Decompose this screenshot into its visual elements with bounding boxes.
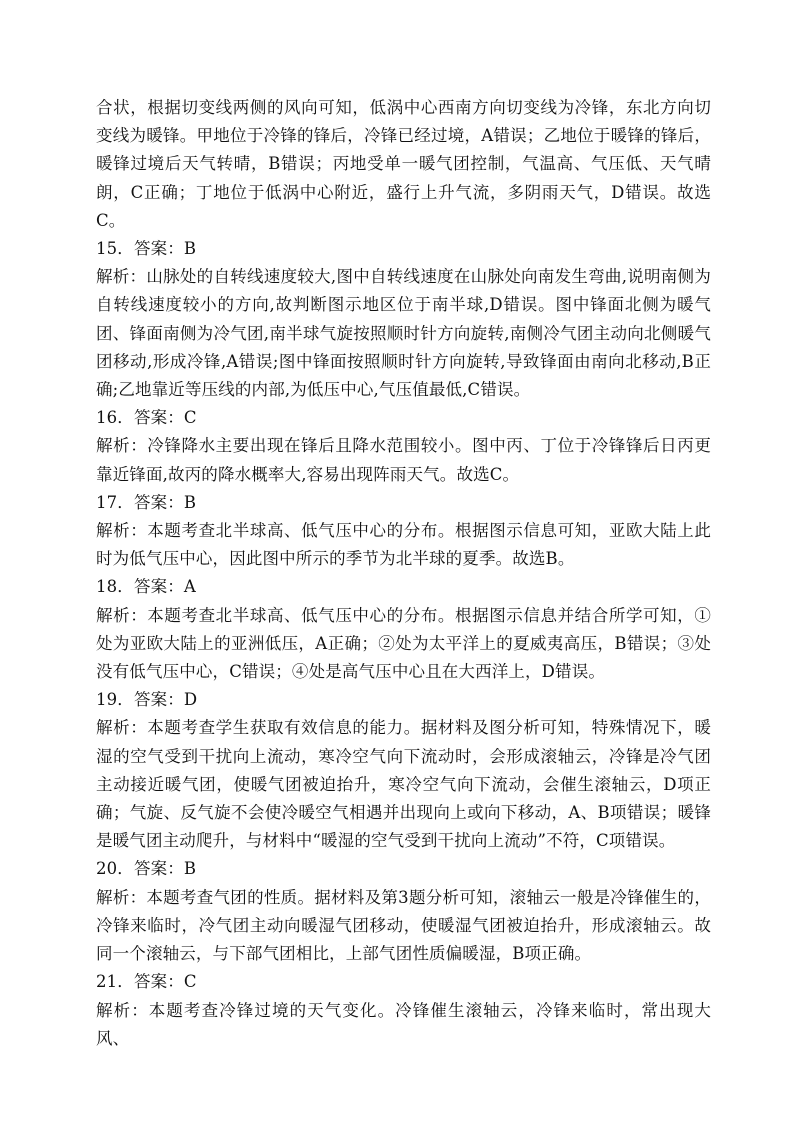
analysis-paragraph: 解析：本题考查冷锋过境的天气变化。冷锋催生滚轴云，冷锋来临时，常出现大风、 bbox=[96, 1000, 711, 1048]
analysis-paragraph: 解析：本题考查北半球高、低气压中心的分布。根据图示信息并结合所学可知，①处为亚欧大陆上的亚洲低压，A正确；②处为太平洋上的夏威夷高压，B错误；③处没有低气压中心，C错误；④处是高气压中心且在大西洋上，D错误。 bbox=[96, 605, 711, 682]
answer-line: 15．答案：B bbox=[96, 239, 197, 259]
answer-item-15 bbox=[96, 235, 711, 404]
analysis-paragraph: 解析：本题考查气团的性质。据材料及第3题分析可知，滚轴云一般是冷锋催生的，冷锋来临时，冷气团主动向暖湿气团移动，使暖湿气团被迫抬升，形成滚轴云。故同一个滚轴云，与下部气团相比，上部气团性质偏暖湿，B项正确。 bbox=[96, 887, 711, 964]
answer-line: 19．答案：D bbox=[96, 690, 198, 710]
answer-item-17 bbox=[96, 489, 711, 574]
answer-line: 21．答案：C bbox=[96, 972, 197, 992]
answer-line: 16．答案：C bbox=[96, 408, 197, 428]
answer-line: 17．答案：B bbox=[96, 492, 197, 512]
answer-document bbox=[96, 94, 711, 1053]
intro-paragraph: 合状，根据切变线两侧的风向可知，低涡中心西南方向切变线为冷锋，东北方向切变线为暖锋。甲地位于冷锋的锋后，冷锋已经过境，A错误；乙地位于暖锋的锋后，暖锋过境后天气转晴，B错误；丙地受单一暖气团控制，气温高、气压低、天气晴朗，C正确；丁地位于低涡中心附近，盛行上升气流，多阴雨天气，D错误。故选C。 bbox=[96, 98, 711, 230]
analysis-paragraph: 解析：冷锋降水主要出现在锋后且降水范围较小。图中丙、丁位于冷锋锋后日丙更靠近锋面,故丙的降水概率大,容易出现阵雨天气。故选C。 bbox=[96, 436, 711, 484]
analysis-paragraph: 解析：本题考查学生获取有效信息的能力。据材料及图分析可知，特殊情况下，暖湿的空气受到干扰向上流动，寒冷空气向下流动时，会形成滚轴云，冷锋是冷气团主动接近暖气团，使暖气团被迫抬升，寒冷空气向下流动，会催生滚轴云，D项正确；气旋、反气旋不会使冷暖空气相遇并出现向上或向下移动，A、B项错误；暖锋是暖气团主动爬升，与材料中“暖湿的空气受到干扰向上流动”不符，C项错误。 bbox=[96, 718, 711, 851]
answer-line: 18．答案：A bbox=[96, 577, 196, 597]
answer-item-21 bbox=[96, 968, 711, 1053]
analysis-paragraph: 解析：本题考查北半球高、低气压中心的分布。根据图示信息可知，亚欧大陆上此时为低气压中心，因此图中所示的季节为北半球的夏季。故选B。 bbox=[96, 521, 711, 569]
answer-item-19 bbox=[96, 686, 711, 855]
answer-item-16 bbox=[96, 404, 711, 489]
analysis-paragraph: 解析：山脉处的自转线速度较大,图中自转线速度在山脉处向南发生弯曲,说明南侧为自转线速度较小的方向,故判断图示地区位于南半球,D错误。图中锋面北侧为暖气团、锋面南侧为冷气团,南半球气旋按照顺时针方向旋转,南侧冷气团主动向北侧暖气团移动,形成冷锋,A错误;图中锋面按照顺时针方向旋转,导致锋面由南向北移动,B正确;乙地靠近等压线的内部,为低压中心,气压值最低,C错误。 bbox=[96, 267, 711, 400]
answer-item-18 bbox=[96, 573, 711, 686]
answer-line: 20．答案：B bbox=[96, 859, 197, 879]
answer-item-20 bbox=[96, 855, 711, 968]
